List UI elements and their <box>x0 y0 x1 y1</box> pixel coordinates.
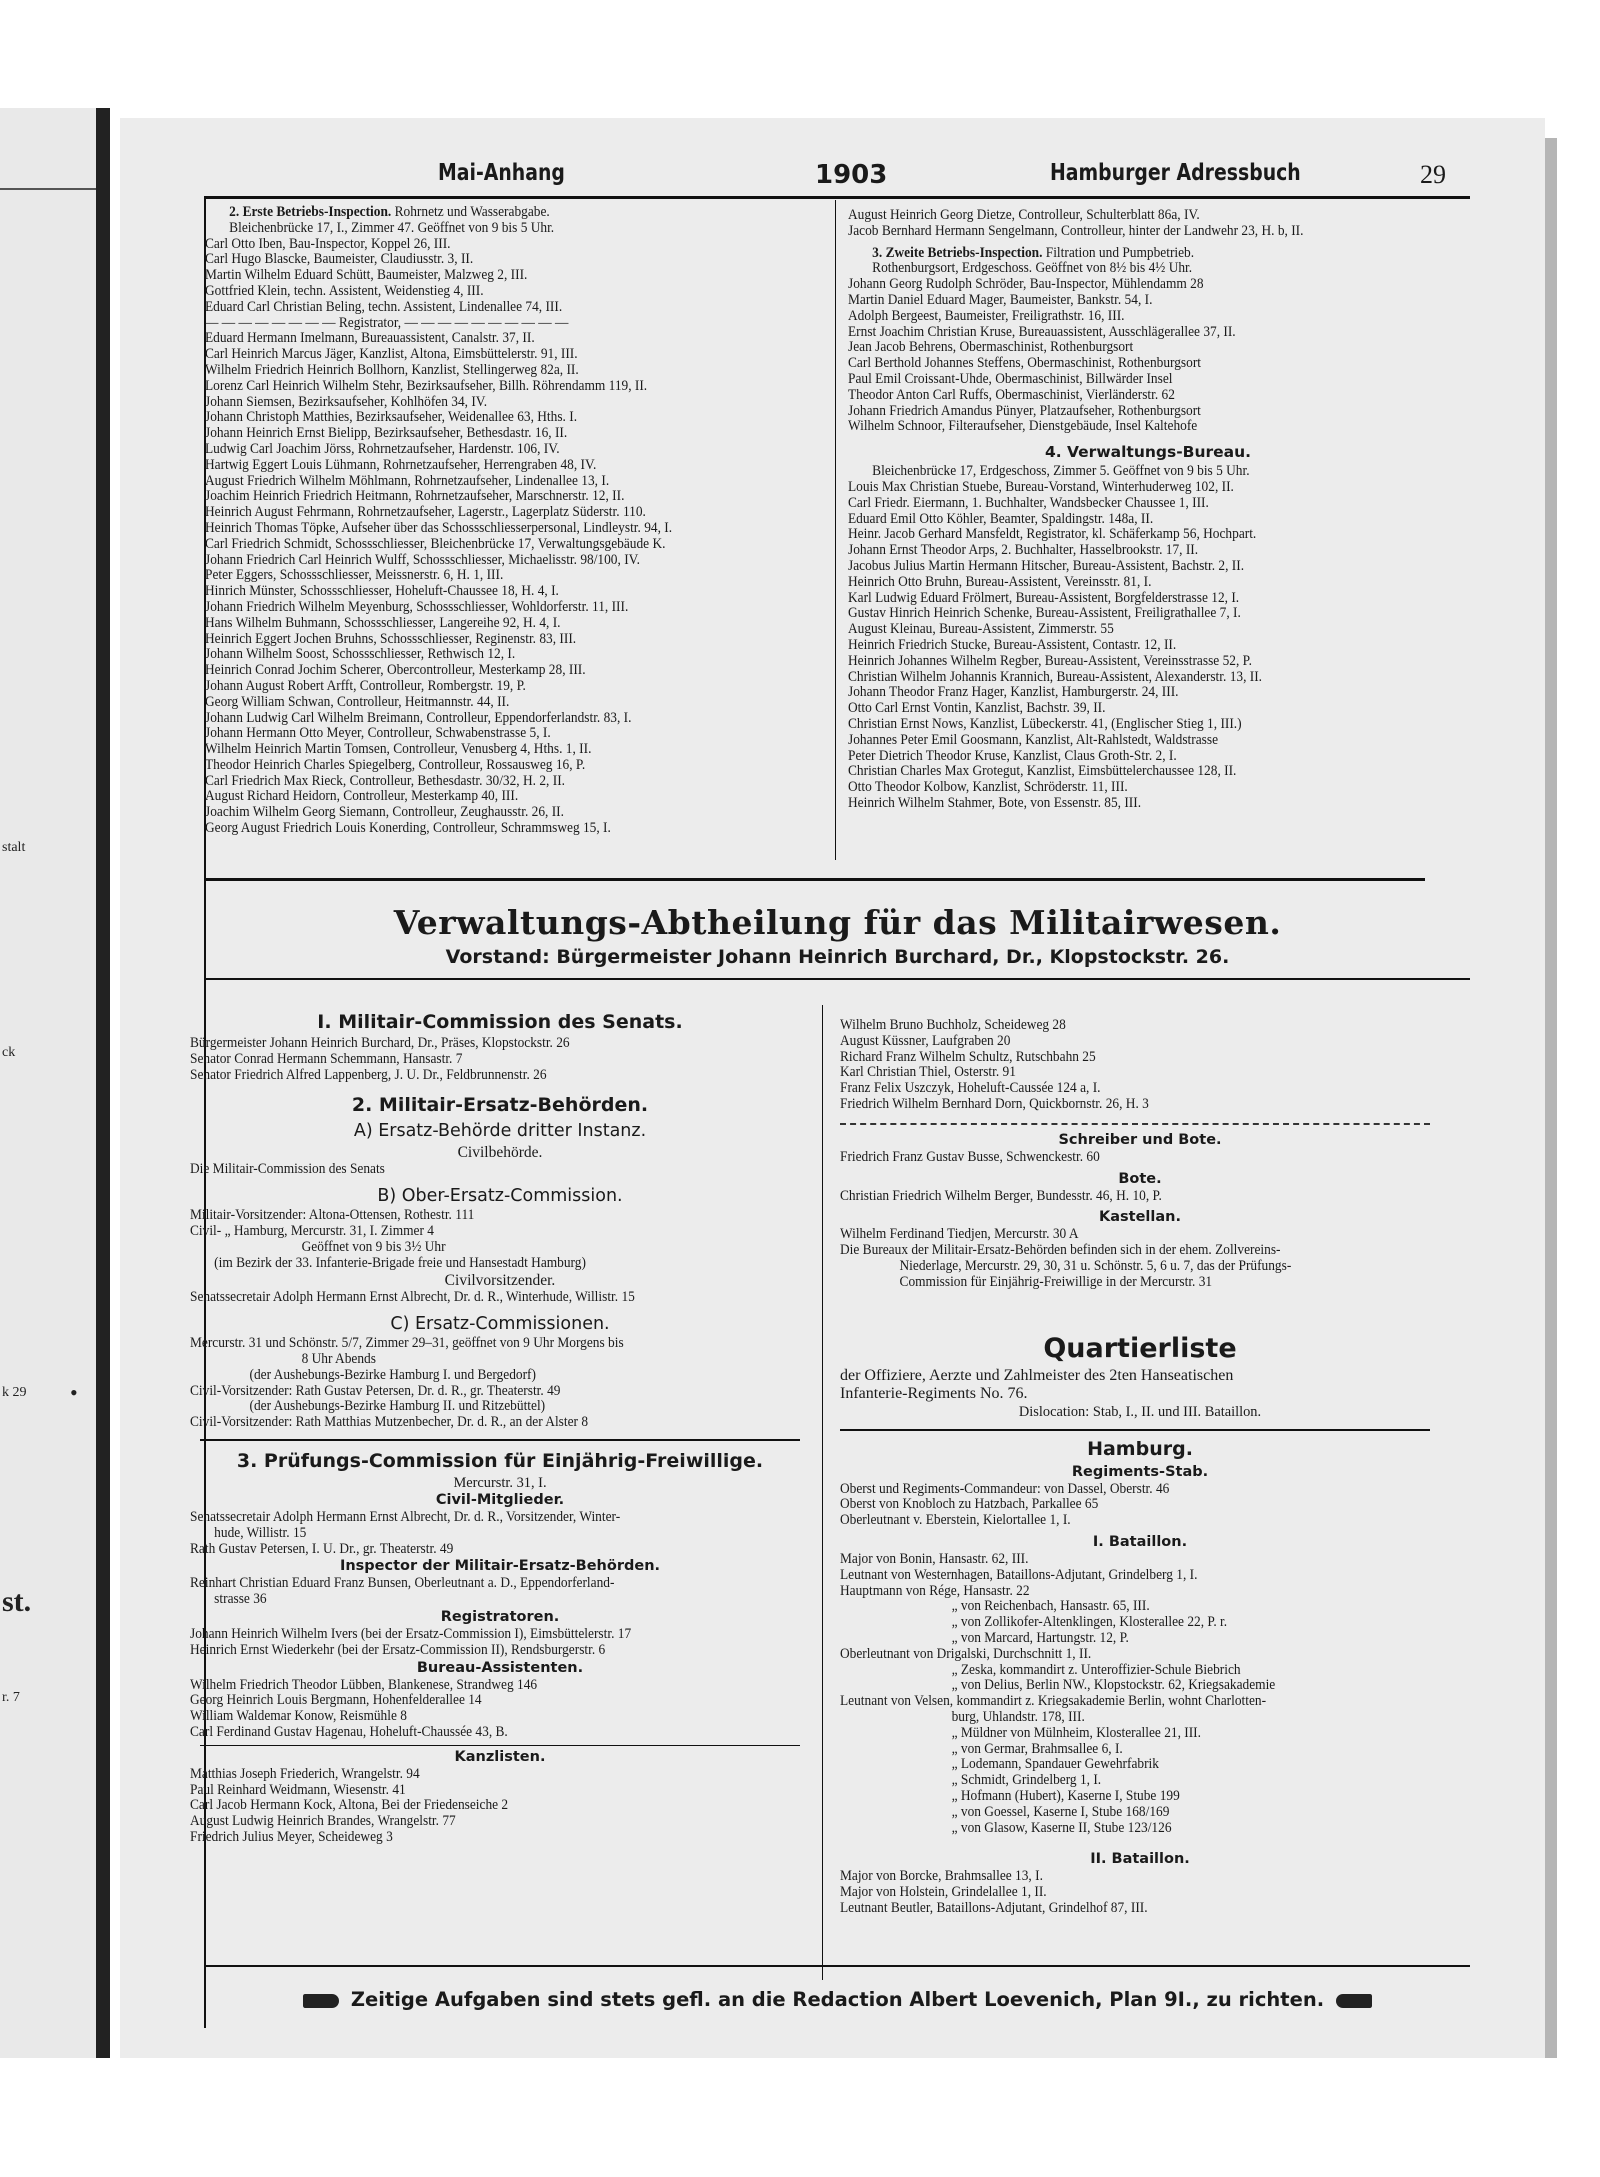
entry-line: „ Lodemann, Spandauer Gewehrfabrik <box>951 1757 1159 1773</box>
entry-line: Johann Hermann Otto Meyer, Controlleur, Schwabenstrasse 5, I. <box>205 726 551 742</box>
entry-line: Carl Friedrich Max Rieck, Controlleur, Bethesdastr. 30/32, H. 2, II. <box>205 773 566 789</box>
entry-line: Joachim Heinrich Friedrich Heitmann, Rohrnetzaufseher, Marschnerstr. 12, II. <box>205 489 625 505</box>
page-number: 29 <box>1420 160 1446 189</box>
entry-line: Johann Ludwig Carl Wilhelm Breimann, Controlleur, Eppendorferlandstr. 83, I. <box>205 710 632 726</box>
column-divider-top <box>835 200 836 860</box>
city-heading: Hamburg. <box>1087 1437 1193 1460</box>
entry-line: Johann Wilhelm Soost, Schossschliesser, Rethwisch 12, I. <box>205 647 516 663</box>
header-left: Mai-Anhang <box>438 160 565 186</box>
entry-line: August Richard Heidorn, Controlleur, Mesterkamp 40, III. <box>205 789 519 805</box>
entry-line: Militair-Vorsitzender: Altona-Ottensen, Rothestr. 111 <box>190 1208 475 1224</box>
entry-line: „ von Zollikofer-Altenklingen, Klosterallee 22, P. r. <box>951 1615 1228 1631</box>
entry-line: Die Militair-Commission des Senats <box>190 1162 385 1178</box>
entry-line: Heinrich Thomas Töpke, Aufseher über das Schossschliesserpersonal, Lindleystr. 94, I. <box>205 520 673 536</box>
entry-line: Johann Heinrich Wilhelm Ivers (bei der Ersatz-Commission I), Eimsbüttelerstr. 17 <box>190 1626 632 1642</box>
entry-line: „ von Reichenbach, Hansastr. 65, III. <box>951 1599 1150 1615</box>
entry-line: Hauptmann von Rége, Hansastr. 22 <box>840 1583 1030 1599</box>
group-label: II. Bataillon. <box>1090 1851 1190 1868</box>
entry-line: Heinrich Ernst Wiederkehr (bei der Ersatz-Commission II), Rendsburgerstr. 6 <box>190 1642 606 1658</box>
entry-line: Georg Heinrich Louis Bergmann, Hohenfelderallee 14 <box>190 1693 482 1709</box>
entry-line: Georg William Schwan, Controlleur, Heitmannstr. 44, II. <box>205 694 510 710</box>
entry-line: Oberst von Knobloch zu Hatzbach, Parkallee 65 <box>840 1497 1099 1513</box>
page-header <box>205 160 1470 200</box>
entry-line: Geöffnet von 9 bis 3½ Uhr <box>301 1239 446 1255</box>
entry-line: Carl Friedr. Eiermann, 1. Buchhalter, Wandsbecker Chaussee 1, III. <box>848 495 1209 511</box>
entry-line: Otto Theodor Kolbow, Kanzlist, Schröderstr. 11, III. <box>848 780 1128 796</box>
address: Mercurstr. 31, I. <box>453 1474 547 1491</box>
entry-line: 8 Uhr Abends <box>301 1351 376 1367</box>
header-rule <box>205 196 1470 199</box>
entry-line: Christian Wilhelm Johannis Krannich, Bureau-Assistent, Alexanderstr. 13, II. <box>848 669 1263 685</box>
footer-rule <box>205 1965 1470 1967</box>
entry-line: Lorenz Carl Heinrich Wilhelm Stehr, Bezirksaufseher, Billh. Röhrendamm 119, II. <box>205 378 648 394</box>
entry-line: Mercurstr. 31 und Schönstr. 5/7, Zimmer 29–31, geöffnet von 9 Uhr Morgens bis <box>190 1336 624 1352</box>
entry-line: „ Zeska, kommandirt z. Unteroffizier-Schule Biebrich <box>951 1662 1241 1678</box>
entry-line: Civil- „ Hamburg, Mercurstr. 31, I. Zimmer 4 <box>190 1223 434 1239</box>
entry-line: Georg August Friedrich Louis Konerding, Controlleur, Schrammsweg 15, I. <box>205 821 611 837</box>
entry-list <box>190 1576 810 1608</box>
entry-line: Johann Georg Rudolph Schröder, Bau-Inspector, Mühlendamm 28 <box>848 277 1204 293</box>
entry-list <box>840 1227 1440 1290</box>
entry-line: Oberleutnant v. Eberstein, Kielortallee 1, I. <box>840 1513 1071 1529</box>
entry-line: Wilhelm Friedrich Heinrich Bollhorn, Kanzlist, Stellingerweg 82a, II. <box>205 362 579 378</box>
entry-line: Leutnant von Westernhagen, Bataillons-Adjutant, Grindelberg 1, I. <box>840 1567 1198 1583</box>
entry-line: Friedrich Julius Meyer, Scheideweg 3 <box>190 1829 393 1845</box>
entry-line: Heinrich Johannes Wilhelm Regber, Bureau-Assistent, Vereinsstrasse 52, P. <box>848 653 1252 669</box>
entry-line: Hinrich Münster, Schossschliesser, Hoheluft-Chaussee 18, H. 4, I. <box>205 584 559 600</box>
entry-line: Johann Friedrich Wilhelm Meyenburg, Schossschliesser, Wohldorferstr. 11, III. <box>205 599 629 615</box>
entry-line: Theodor Heinrich Charles Spiegelberg, Controlleur, Rossausweg 16, P. <box>205 757 586 773</box>
entry-list <box>205 221 830 837</box>
entry-line: Johann August Robert Arfft, Controlleur, Rombergstr. 19, P. <box>205 678 526 694</box>
entry-line: strasse 36 <box>214 1592 267 1608</box>
entry-line: Johann Friedrich Carl Heinrich Wulff, Schossschliesser, Michaelisstr. 98/100, IV. <box>205 552 640 568</box>
left-fragment: k 29 <box>2 1385 27 1400</box>
bottom-left-column <box>190 1008 810 1846</box>
left-fragment: stalt <box>2 840 26 855</box>
entry-list <box>840 1150 1440 1166</box>
entry-line: Franz Felix Uszczyk, Hoheluft-Caussée 124 a, I. <box>840 1081 1101 1097</box>
entry-list <box>840 1018 1440 1113</box>
footer-notice <box>205 1988 1470 2011</box>
entry-line: „ Schmidt, Grindelberg 1, I. <box>951 1773 1102 1789</box>
entry-line: Major von Holstein, Grindelallee 1, II. <box>840 1885 1047 1901</box>
left-fragment: st. <box>2 1585 32 1618</box>
entry-line: „ von Glasow, Kaserne II, Stube 123/126 <box>951 1820 1172 1836</box>
top-right-column <box>848 208 1448 812</box>
divider <box>200 1745 800 1746</box>
entry-line: (der Aushebungs-Bezirke Hamburg I. und Bergedorf) <box>249 1367 536 1383</box>
section-heading: I. Militair-Commission des Senats. <box>317 1011 683 1033</box>
dislocation: Dislocation: Stab, I., II. und III. Bataillon. <box>1018 1403 1262 1420</box>
entry-line: Leutnant Beutler, Bataillons-Adjutant, Grindelhof 87, III. <box>840 1900 1148 1916</box>
department-rule <box>205 978 1470 980</box>
section-heading-title: 2. Erste Betriebs-Inspection. <box>229 205 392 220</box>
header-title: Hamburger Adressbuch <box>1050 160 1301 186</box>
left-fragment: r. 7 <box>2 1690 20 1705</box>
entry-line: „ von Goessel, Kaserne I, Stube 168/169 <box>951 1804 1170 1820</box>
entry-list <box>190 1510 810 1557</box>
entry-line: Theodor Anton Carl Ruffs, Obermaschinist, Vierländerstr. 62 <box>848 387 1175 403</box>
entry-line: Friedrich Franz Gustav Busse, Schwenckestr. 60 <box>840 1149 1100 1165</box>
group-label: Registratoren. <box>440 1608 560 1625</box>
entry-line: Johann Ernst Theodor Arps, 2. Buchhalter, Hasselbrookstr. 17, II. <box>848 543 1199 559</box>
entry-line: August Heinrich Georg Dietze, Controlleur, Schulterblatt 86a, IV. <box>848 208 1200 223</box>
entry-line: Hans Wilhelm Buhmann, Schossschliesser, Langereihe 92, H. 4, I. <box>205 615 561 631</box>
entry-list <box>190 1208 810 1271</box>
entry-line: Adolph Bergeest, Baumeister, Freiligrathstr. 16, III. <box>848 308 1125 324</box>
entry-line: Heinrich August Fehrmann, Rohrnetzaufseher, Lagerstr., Lagerplatz Süderstr. 110. <box>205 505 646 521</box>
entry-list <box>190 1767 810 1846</box>
entry-list <box>848 208 1448 240</box>
left-fragment: ck <box>2 1045 16 1060</box>
section-rule <box>205 878 1425 881</box>
entry-list <box>190 1162 810 1178</box>
entry-list <box>848 261 1448 435</box>
entry-line: Martin Wilhelm Eduard Schütt, Baumeister, Malzweg 2, III. <box>205 268 528 284</box>
entry-line: Jean Jacob Behrens, Obermaschinist, Rothenburgsort <box>848 340 1134 356</box>
entry-line: Christian Friedrich Wilhelm Berger, Bundesstr. 46, H. 10, P. <box>840 1188 1162 1204</box>
entry-line: Eduard Carl Christian Beling, techn. Assistent, Lindenallee 74, III. <box>205 299 563 315</box>
entry-line: Civil-Vorsitzender: Rath Matthias Mutzenbecher, Dr. d. R., an der Alster 8 <box>190 1415 589 1431</box>
entry-line: Die Bureaux der Militair-Ersatz-Behörden befinden sich in der ehem. Zollvereins- <box>840 1243 1281 1259</box>
entry-line: Johann Christoph Matthies, Bezirksaufseher, Weidenallee 63, Hths. I. <box>205 410 578 426</box>
entry-line: Senator Friedrich Alfred Lappenberg, J. U. Dr., Feldbrunnenstr. 26 <box>190 1067 547 1083</box>
entry-line: (der Aushebungs-Bezirke Hamburg II. und Ritzebüttel) <box>249 1399 546 1415</box>
entry-line: hude, Willistr. 15 <box>214 1525 307 1541</box>
entry-line: Paul Reinhard Weidmann, Wiesenstr. 41 <box>190 1782 406 1798</box>
entry-line: „ von Germar, Brahmsallee 6, I. <box>951 1741 1123 1757</box>
entry-line: Martin Daniel Eduard Mager, Baumeister, Bankstr. 54, I. <box>848 292 1153 308</box>
entry-list <box>190 1627 810 1659</box>
entry-line: Heinrich Otto Bruhn, Bureau-Assistent, Vereinsstr. 81, I. <box>848 574 1152 590</box>
dashed-divider <box>840 1123 1430 1125</box>
entry-list <box>848 464 1448 812</box>
entry-line: Gustav Hinrich Heinrich Schenke, Bureau-Assistent, Freiligrathallee 7, I. <box>848 606 1241 622</box>
entry-line: Rath Gustav Petersen, I. U. Dr., gr. Theaterstr. 49 <box>190 1541 454 1557</box>
page-gutter <box>96 108 110 2058</box>
entry-line: Eduard Emil Otto Köhler, Beamter, Spaldingstr. 148a, II. <box>848 511 1154 527</box>
entry-line: Heinrich Friedrich Stucke, Bureau-Assistent, Contastr. 12, II. <box>848 637 1177 653</box>
section-heading: 4. Verwaltungs-Bureau. <box>1044 443 1252 462</box>
column-divider-bottom <box>822 1005 823 1980</box>
entry-line: Civil-Vorsitzender: Rath Gustav Petersen, Dr. d. R., gr. Theaterstr. 49 <box>190 1383 561 1399</box>
entry-line: Carl Ferdinand Gustav Hagenau, Hoheluft-Chaussée 43, B. <box>190 1724 508 1740</box>
entry-line: Friedrich Wilhelm Bernhard Dorn, Quickbornstr. 26, H. 3 <box>840 1096 1149 1112</box>
section-heading <box>205 205 786 221</box>
entry-list <box>840 1869 1440 1916</box>
pointing-hand-icon <box>1336 1994 1372 2008</box>
entry-line: Christian Ernst Nows, Kanzlist, Lübeckerstr. 41, (Englischer Stieg 1, III.) <box>848 716 1242 732</box>
entry-line: Carl Hugo Blascke, Baumeister, Claudiusstr. 3, II. <box>205 252 474 268</box>
group-label: Civil-Mitglieder. <box>435 1491 565 1508</box>
entry-line: Heinrich Eggert Jochen Bruhns, Schossschliesser, Reginenstr. 83, III. <box>205 631 577 647</box>
entry-line: Karl Christian Thiel, Osterstr. 91 <box>840 1065 1016 1081</box>
entry-line: Carl Berthold Johannes Steffens, Obermaschinist, Rothenburgsort <box>848 356 1202 372</box>
section-heading <box>848 246 1406 262</box>
entry-line: Carl Otto Iben, Bau-Inspector, Koppel 26, III. <box>205 236 451 252</box>
entry-line: Karl Ludwig Eduard Frölmert, Bureau-Assistent, Borgfelderstrasse 12, I. <box>848 590 1240 606</box>
entry-line: Jacob Bernhard Hermann Sengelmann, Controlleur, hinter der Landwehr 23, H. b, II. <box>848 223 1304 239</box>
entry-line: Ernst Joachim Christian Kruse, Bureauassistent, Ausschlägerallee 37, II. <box>848 324 1236 340</box>
entry-line: August Küssner, Laufgraben 20 <box>840 1033 1011 1049</box>
entry-line: Heinr. Jacob Gerhard Mansfeldt, Registrator, kl. Schäferkamp 56, Hochpart. <box>848 527 1257 543</box>
pointing-hand-icon <box>303 1994 339 2008</box>
department-board: Vorstand: Bürgermeister Johann Heinrich Burchard, Dr., Klopstockstr. 26. <box>445 946 1230 968</box>
subsection-heading: C) Ersatz-Commissionen. <box>390 1314 610 1335</box>
entry-line: Carl Heinrich Marcus Jäger, Kanzlist, Altona, Eimsbüttelerstr. 91, III. <box>205 347 578 363</box>
group-label: Inspector der Militair-Ersatz-Behörden. <box>339 1558 661 1575</box>
entry-list <box>190 1036 810 1083</box>
entry-line: Carl Friedrich Schmidt, Schossschliesser, Bleichenbrücke 17, Verwaltungsgebäude K. <box>205 536 666 552</box>
entry-line: Oberst und Regiments-Commandeur: von Dassel, Oberstr. 46 <box>840 1481 1170 1497</box>
entry-line: Heinrich Wilhelm Stahmer, Bote, von Essenstr. 85, III. <box>848 795 1142 811</box>
entry-line: Wilhelm Bruno Buchholz, Scheideweg 28 <box>840 1018 1066 1033</box>
entry-line: Wilhelm Friedrich Theodor Lübben, Blankenese, Strandweg 146 <box>190 1677 538 1693</box>
group-label: Civilvorsitzender. <box>444 1272 556 1290</box>
entry-line: Senator Conrad Hermann Schemmann, Hansastr. 7 <box>190 1051 463 1067</box>
facing-page-rule <box>0 188 96 190</box>
entry-line: Paul Emil Croissant-Uhde, Obermaschinist, Billwärder Insel <box>848 371 1173 387</box>
entry-line: Johann Heinrich Ernst Bielipp, Bezirksaufseher, Bethesdastr. 16, II. <box>205 426 568 442</box>
top-left-column <box>205 205 830 837</box>
entry-line: Christian Charles Max Grotegut, Kanzlist, Eimsbüttelerchaussee 128, II. <box>848 764 1237 780</box>
quartier-description <box>840 1367 1440 1403</box>
entry-line: Reinhart Christian Eduard Franz Bunsen, Oberleutnant a. D., Eppendorferland- <box>190 1576 615 1592</box>
header-year: 1903 <box>815 160 888 190</box>
section-heading-title: 3. Zweite Betriebs-Inspection. <box>872 245 1043 261</box>
entry-line: Louis Max Christian Stuebe, Bureau-Vorstand, Winterhuderweg 102, II. <box>848 479 1234 495</box>
entry-line: Niederlage, Mercurstr. 29, 30, 31 u. Schönstr. 5, 6 u. 7, das der Prüfungs- <box>899 1258 1292 1274</box>
entry-line: Senatssecretair Adolph Hermann Ernst Albrecht, Dr. d. R., Vorsitzender, Winter- <box>190 1509 621 1525</box>
entry-line: Leutnant von Velsen, kommandirt z. Kriegsakademie Berlin, wohnt Charlotten- <box>840 1694 1267 1710</box>
entry-line: Otto Carl Ernst Vontin, Kanzlist, Bachstr. 39, II. <box>848 701 1106 717</box>
entry-list <box>840 1552 1440 1836</box>
entry-line: Bleichenbrücke 17, I., Zimmer 47. Geöffnet von 9 bis 5 Uhr. <box>229 220 555 236</box>
group-label: I. Bataillon. <box>1092 1533 1188 1550</box>
facing-page-strip <box>0 108 110 2058</box>
left-fragment: • <box>70 1380 78 1405</box>
group-label: Civilbehörde. <box>457 1144 543 1162</box>
group-label: Regiments-Stab. <box>1071 1463 1209 1480</box>
entry-line: August Ludwig Heinrich Brandes, Wrangelstr. 77 <box>190 1814 456 1830</box>
entry-list <box>840 1482 1440 1529</box>
group-label: Bote. <box>1118 1170 1162 1187</box>
entry-list <box>190 1290 810 1306</box>
divider <box>840 1429 1430 1431</box>
entry-line: Carl Jacob Hermann Kock, Altona, Bei der Friedenseiche 2 <box>190 1798 509 1814</box>
entry-list <box>190 1336 810 1431</box>
section-heading-rest: Filtration und Pumpbetrieb. <box>1042 245 1195 261</box>
entry-line: Major von Bonin, Hansastr. 62, III. <box>840 1551 1029 1567</box>
entry-line: — — — — — — — — Registrator, — — — — — — — — — — <box>205 315 569 331</box>
entry-line: Heinrich Conrad Jochim Scherer, Obercontrolleur, Mesterkamp 28, III. <box>205 663 586 679</box>
entry-line: William Waldemar Konow, Reismühle 8 <box>190 1709 407 1725</box>
entry-line: „ von Delius, Berlin NW., Klopstockstr. 62, Kriegsakademie <box>951 1678 1276 1694</box>
quartier-title: Quartierliste <box>1043 1332 1237 1364</box>
group-label: Schreiber und Bote. <box>1058 1131 1222 1148</box>
entry-line: August Friedrich Wilhelm Möhlmann, Rohrnetzaufseher, Lindenallee 13, I. <box>205 473 610 489</box>
divider <box>200 1439 800 1441</box>
entry-line: Senatssecretair Adolph Hermann Ernst Albrecht, Dr. d. R., Winterhude, Willistr. 15 <box>190 1290 635 1306</box>
group-label: Kastellan. <box>1099 1209 1181 1226</box>
entry-list <box>190 1678 810 1741</box>
entry-line: Johann Siemsen, Bezirksaufseher, Kohlhöfen 34, IV. <box>205 394 488 410</box>
subsection-heading: B) Ober-Ersatz-Commission. <box>377 1186 623 1207</box>
entry-line: Gottfried Klein, techn. Assistent, Weidenstieg 4, III. <box>205 283 484 299</box>
section-heading: 3. Prüfungs-Commission für Einjährig-Freiwillige. <box>236 1449 764 1472</box>
entry-line: Wilhelm Ferdinand Tiedjen, Mercurstr. 30 A <box>840 1227 1079 1243</box>
entry-line: August Kleinau, Bureau-Assistent, Zimmerstr. 55 <box>848 622 1114 638</box>
entry-line: Johann Theodor Franz Hager, Kanzlist, Hamburgerstr. 24, III. <box>848 685 1179 701</box>
entry-line: Joachim Wilhelm Georg Siemann, Controlleur, Zeughausstr. 26, II. <box>205 805 564 821</box>
entry-line: Johannes Peter Emil Goosmann, Kanzlist, Alt-Rahlstedt, Waldstrasse <box>848 732 1219 748</box>
entry-line: Commission für Einjährig-Freiwillige in der Mercurstr. 31 <box>899 1274 1213 1290</box>
entry-line: „ von Marcard, Hartungstr. 12, P. <box>951 1630 1129 1646</box>
entry-line: Wilhelm Heinrich Martin Tomsen, Controlleur, Venusberg 4, Hths. 1, II. <box>205 742 592 758</box>
entry-line: „ Hofmann (Hubert), Kaserne I, Stube 199 <box>951 1788 1180 1804</box>
entry-line: Johann Friedrich Amandus Pünyer, Platzaufseher, Rothenburgsort <box>848 403 1201 419</box>
entry-line: Jacobus Julius Martin Hermann Hitscher, Bureau-Assistent, Bachstr. 2, II. <box>848 558 1245 574</box>
entry-line: Rothenburgsort, Erdgeschoss. Geöffnet von 8½ bis 4½ Uhr. <box>872 261 1193 277</box>
entry-line: (im Bezirk der 33. Infanterie-Brigade freie und Hansestadt Hamburg) <box>214 1255 586 1271</box>
entry-line: Eduard Hermann Imelmann, Bureauassistent, Canalstr. 37, II. <box>205 331 535 347</box>
entry-line: Major von Borcke, Brahmsallee 13, I. <box>840 1869 1043 1885</box>
entry-line: Ludwig Carl Joachim Jörss, Rohrnetzaufseher, Hardenstr. 106, IV. <box>205 441 560 457</box>
department-title: Verwaltungs-Abtheilung für das Militairwesen. <box>393 903 1282 942</box>
entry-line: Peter Eggers, Schossschliesser, Meissnerstr. 6, H. 1, III. <box>205 568 504 584</box>
entry-line: Richard Franz Wilhelm Schultz, Rutschbahn 25 <box>840 1049 1096 1065</box>
entry-line: Oberleutnant von Drigalski, Durchschnitt 1, II. <box>840 1646 1092 1662</box>
footer-text: Zeitige Aufgaben sind stets gefl. an die Redaction Albert Loevenich, Plan 9I., zu richten. <box>350 1988 1325 2011</box>
page-edge-shadow <box>1545 138 1557 2058</box>
entry-line: Matthias Joseph Friederich, Wrangelstr. 94 <box>190 1766 420 1782</box>
section-heading: 2. Militair-Ersatz-Behörden. <box>351 1094 649 1117</box>
entry-line: Bürgermeister Johann Heinrich Burchard, Dr., Präses, Klopstockstr. 26 <box>190 1036 570 1051</box>
quartier-line: Infanterie-Regiments No. 76. <box>840 1384 1028 1402</box>
entry-line: Bleichenbrücke 17, Erdgeschoss, Zimmer 5. Geöffnet von 9 bis 5 Uhr. <box>872 464 1250 480</box>
entry-line: Wilhelm Schnoor, Filteraufseher, Dienstgebäude, Insel Kaltehofe <box>848 419 1198 435</box>
entry-line: burg, Uhlandstr. 178, III. <box>951 1709 1085 1725</box>
group-label: Bureau-Assistenten. <box>416 1659 584 1676</box>
entry-line: „ Müldner von Mülnheim, Klosterallee 21, III. <box>951 1725 1201 1741</box>
entry-list <box>840 1189 1440 1205</box>
subsection-heading: A) Ersatz-Behörde dritter Instanz. <box>353 1121 647 1142</box>
bottom-right-column <box>840 1018 1440 1917</box>
entry-line: Peter Dietrich Theodor Kruse, Kanzlist, Claus Groth-Str. 2, I. <box>848 748 1177 764</box>
group-label: Kanzlisten. <box>454 1748 546 1765</box>
quartier-line: der Offiziere, Aerzte und Zahlmeister des 2ten Hanseatischen <box>840 1366 1234 1384</box>
section-heading-rest: Rohrnetz und Wasserabgabe. <box>391 205 550 220</box>
entry-line: Hartwig Eggert Louis Lühmann, Rohrnetzaufseher, Herrengraben 48, IV. <box>205 457 597 473</box>
